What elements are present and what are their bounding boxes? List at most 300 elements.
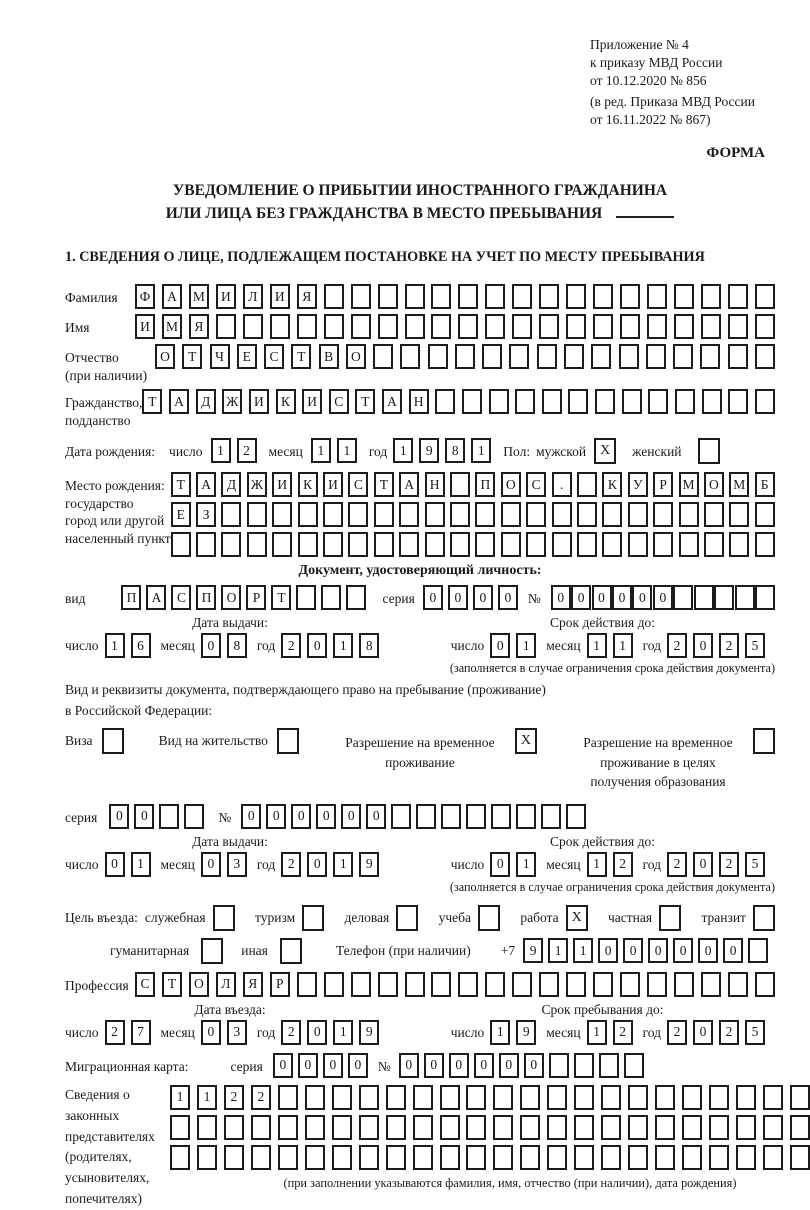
char-cell[interactable]: 2	[667, 852, 687, 877]
char-cell[interactable]	[619, 344, 639, 369]
char-cell[interactable]	[466, 1085, 486, 1110]
char-cell[interactable]	[755, 314, 775, 339]
char-cell[interactable]	[682, 1115, 702, 1140]
char-cell[interactable]: О	[704, 472, 724, 497]
char-cell[interactable]	[455, 344, 475, 369]
char-cell[interactable]	[482, 344, 502, 369]
char-cell[interactable]: 0	[291, 804, 311, 829]
char-cell[interactable]: 0	[612, 585, 632, 610]
char-cell[interactable]	[441, 804, 461, 829]
char-cell[interactable]	[653, 532, 673, 557]
char-cell[interactable]: И	[249, 389, 269, 414]
char-cell[interactable]: 0	[551, 585, 571, 610]
char-cell[interactable]: 3	[227, 1020, 247, 1045]
char-cell[interactable]	[537, 344, 557, 369]
char-cell[interactable]: Ф	[135, 284, 155, 309]
char-cell[interactable]	[701, 284, 721, 309]
char-cell[interactable]	[574, 1115, 594, 1140]
char-cell[interactable]: 3	[227, 852, 247, 877]
char-cell[interactable]	[790, 1145, 810, 1170]
char-cell[interactable]	[351, 972, 371, 997]
char-cell[interactable]: И	[135, 314, 155, 339]
char-cell[interactable]	[512, 284, 532, 309]
char-cell[interactable]	[694, 585, 714, 610]
purpose-other-checkbox[interactable]	[280, 938, 302, 964]
char-cell[interactable]: О	[346, 344, 366, 369]
char-cell[interactable]	[458, 972, 478, 997]
char-cell[interactable]	[763, 1085, 783, 1110]
purpose-study-checkbox[interactable]	[478, 905, 500, 931]
char-cell[interactable]	[755, 502, 775, 527]
char-cell[interactable]: Т	[374, 472, 394, 497]
char-cell[interactable]: 0	[693, 633, 713, 658]
char-cell[interactable]	[628, 1115, 648, 1140]
char-cell[interactable]: К	[276, 389, 296, 414]
char-cell[interactable]	[628, 1145, 648, 1170]
char-cell[interactable]	[602, 532, 622, 557]
char-cell[interactable]	[324, 284, 344, 309]
char-cell[interactable]	[704, 502, 724, 527]
char-cell[interactable]	[351, 314, 371, 339]
char-cell[interactable]	[728, 284, 748, 309]
char-cell[interactable]	[440, 1085, 460, 1110]
char-cell[interactable]	[272, 502, 292, 527]
char-cell[interactable]	[577, 532, 597, 557]
char-cell[interactable]: 0	[571, 585, 591, 610]
char-cell[interactable]: 0	[693, 1020, 713, 1045]
char-cell[interactable]: 0	[474, 1053, 494, 1078]
char-cell[interactable]	[416, 804, 436, 829]
char-cell[interactable]: 1	[197, 1085, 217, 1110]
char-cell[interactable]: 0	[323, 1053, 343, 1078]
char-cell[interactable]	[709, 1145, 729, 1170]
male-checkbox[interactable]: X	[594, 438, 616, 464]
char-cell[interactable]	[679, 502, 699, 527]
char-cell[interactable]: С	[329, 389, 349, 414]
char-cell[interactable]: 9	[516, 1020, 536, 1045]
char-cell[interactable]: 1	[516, 852, 536, 877]
char-cell[interactable]	[593, 284, 613, 309]
char-cell[interactable]	[701, 972, 721, 997]
char-cell[interactable]	[405, 314, 425, 339]
char-cell[interactable]	[566, 804, 586, 829]
char-cell[interactable]: 8	[445, 438, 465, 463]
char-cell[interactable]: 9	[359, 852, 379, 877]
char-cell[interactable]: Ж	[247, 472, 267, 497]
char-cell[interactable]: 1	[333, 1020, 353, 1045]
char-cell[interactable]: 1	[211, 438, 231, 463]
char-cell[interactable]	[493, 1145, 513, 1170]
char-cell[interactable]	[399, 532, 419, 557]
char-cell[interactable]	[435, 389, 455, 414]
char-cell[interactable]	[577, 472, 597, 497]
char-cell[interactable]: Р	[270, 972, 290, 997]
char-cell[interactable]: Т	[142, 389, 162, 414]
char-cell[interactable]	[159, 804, 179, 829]
char-cell[interactable]: 1	[587, 633, 607, 658]
char-cell[interactable]: 0	[490, 852, 510, 877]
char-cell[interactable]	[516, 804, 536, 829]
temp-residence-checkbox[interactable]: X	[515, 728, 537, 754]
char-cell[interactable]	[485, 314, 505, 339]
char-cell[interactable]: 0	[201, 852, 221, 877]
char-cell[interactable]	[431, 284, 451, 309]
char-cell[interactable]: 1	[613, 633, 633, 658]
char-cell[interactable]	[466, 804, 486, 829]
char-cell[interactable]	[755, 972, 775, 997]
char-cell[interactable]: 8	[359, 633, 379, 658]
char-cell[interactable]	[790, 1085, 810, 1110]
char-cell[interactable]: О	[189, 972, 209, 997]
char-cell[interactable]: 1	[333, 633, 353, 658]
char-cell[interactable]	[539, 314, 559, 339]
char-cell[interactable]: 0	[201, 633, 221, 658]
char-cell[interactable]: Н	[409, 389, 429, 414]
char-cell[interactable]	[493, 1115, 513, 1140]
char-cell[interactable]: Р	[653, 472, 673, 497]
char-cell[interactable]	[359, 1085, 379, 1110]
purpose-transit-checkbox[interactable]	[753, 905, 775, 931]
char-cell[interactable]: Л	[216, 972, 236, 997]
char-cell[interactable]: 7	[131, 1020, 151, 1045]
char-cell[interactable]	[574, 1053, 594, 1078]
char-cell[interactable]	[373, 344, 393, 369]
char-cell[interactable]: 0	[698, 938, 718, 963]
char-cell[interactable]	[755, 532, 775, 557]
char-cell[interactable]: 1	[333, 852, 353, 877]
char-cell[interactable]: И	[272, 472, 292, 497]
char-cell[interactable]: Л	[243, 284, 263, 309]
char-cell[interactable]: 0	[273, 1053, 293, 1078]
char-cell[interactable]	[674, 284, 694, 309]
char-cell[interactable]: 0	[592, 585, 612, 610]
char-cell[interactable]: 0	[105, 852, 125, 877]
char-cell[interactable]: 8	[227, 633, 247, 658]
char-cell[interactable]: П	[196, 585, 216, 610]
char-cell[interactable]: Т	[182, 344, 202, 369]
char-cell[interactable]	[542, 389, 562, 414]
char-cell[interactable]	[170, 1115, 190, 1140]
char-cell[interactable]	[568, 389, 588, 414]
char-cell[interactable]	[440, 1145, 460, 1170]
char-cell[interactable]	[595, 389, 615, 414]
char-cell[interactable]	[593, 972, 613, 997]
char-cell[interactable]: 0	[366, 804, 386, 829]
char-cell[interactable]	[628, 502, 648, 527]
char-cell[interactable]: С	[526, 472, 546, 497]
char-cell[interactable]	[378, 972, 398, 997]
char-cell[interactable]	[332, 1085, 352, 1110]
char-cell[interactable]: 1	[311, 438, 331, 463]
char-cell[interactable]: У	[628, 472, 648, 497]
char-cell[interactable]	[413, 1115, 433, 1140]
char-cell[interactable]: Т	[291, 344, 311, 369]
char-cell[interactable]	[278, 1115, 298, 1140]
char-cell[interactable]	[489, 389, 509, 414]
char-cell[interactable]	[541, 804, 561, 829]
char-cell[interactable]	[216, 314, 236, 339]
char-cell[interactable]	[736, 1115, 756, 1140]
char-cell[interactable]: 2	[224, 1085, 244, 1110]
char-cell[interactable]: 1	[393, 438, 413, 463]
char-cell[interactable]	[351, 284, 371, 309]
char-cell[interactable]	[475, 502, 495, 527]
blank-underline[interactable]	[616, 204, 674, 218]
char-cell[interactable]	[321, 585, 341, 610]
char-cell[interactable]	[520, 1145, 540, 1170]
char-cell[interactable]: М	[189, 284, 209, 309]
char-cell[interactable]	[790, 1115, 810, 1140]
char-cell[interactable]	[709, 1085, 729, 1110]
char-cell[interactable]	[386, 1115, 406, 1140]
char-cell[interactable]	[682, 1085, 702, 1110]
char-cell[interactable]: 1	[587, 1020, 607, 1045]
char-cell[interactable]	[512, 314, 532, 339]
char-cell[interactable]: 0	[348, 1053, 368, 1078]
char-cell[interactable]: 1	[471, 438, 491, 463]
char-cell[interactable]: 0	[298, 1053, 318, 1078]
char-cell[interactable]	[714, 585, 734, 610]
char-cell[interactable]	[374, 502, 394, 527]
char-cell[interactable]: 0	[307, 852, 327, 877]
char-cell[interactable]: Р	[246, 585, 266, 610]
char-cell[interactable]	[655, 1115, 675, 1140]
char-cell[interactable]	[405, 284, 425, 309]
char-cell[interactable]	[196, 532, 216, 557]
char-cell[interactable]	[251, 1145, 271, 1170]
char-cell[interactable]	[332, 1145, 352, 1170]
char-cell[interactable]: 1	[548, 938, 568, 963]
char-cell[interactable]	[221, 502, 241, 527]
char-cell[interactable]	[729, 502, 749, 527]
char-cell[interactable]	[566, 284, 586, 309]
char-cell[interactable]	[735, 585, 755, 610]
char-cell[interactable]: И	[216, 284, 236, 309]
char-cell[interactable]: А	[399, 472, 419, 497]
female-checkbox[interactable]	[698, 438, 720, 464]
char-cell[interactable]	[184, 804, 204, 829]
char-cell[interactable]	[305, 1145, 325, 1170]
char-cell[interactable]: Д	[221, 472, 241, 497]
char-cell[interactable]	[622, 389, 642, 414]
char-cell[interactable]	[485, 284, 505, 309]
char-cell[interactable]	[298, 502, 318, 527]
char-cell[interactable]	[728, 972, 748, 997]
char-cell[interactable]: 0	[693, 852, 713, 877]
char-cell[interactable]	[648, 389, 668, 414]
char-cell[interactable]	[332, 1115, 352, 1140]
char-cell[interactable]	[391, 804, 411, 829]
char-cell[interactable]	[763, 1145, 783, 1170]
char-cell[interactable]	[298, 532, 318, 557]
char-cell[interactable]	[539, 972, 559, 997]
char-cell[interactable]	[520, 1085, 540, 1110]
char-cell[interactable]	[673, 585, 693, 610]
char-cell[interactable]: 0	[109, 804, 129, 829]
char-cell[interactable]	[462, 389, 482, 414]
char-cell[interactable]	[297, 972, 317, 997]
char-cell[interactable]	[674, 972, 694, 997]
char-cell[interactable]: А	[382, 389, 402, 414]
char-cell[interactable]	[655, 1145, 675, 1170]
char-cell[interactable]: 9	[359, 1020, 379, 1045]
char-cell[interactable]: Е	[237, 344, 257, 369]
char-cell[interactable]: 2	[281, 633, 301, 658]
char-cell[interactable]: 2	[613, 1020, 633, 1045]
char-cell[interactable]	[755, 284, 775, 309]
char-cell[interactable]: 0	[632, 585, 652, 610]
char-cell[interactable]: 0	[341, 804, 361, 829]
char-cell[interactable]	[224, 1145, 244, 1170]
char-cell[interactable]	[305, 1115, 325, 1140]
char-cell[interactable]: 0	[399, 1053, 419, 1078]
char-cell[interactable]	[399, 502, 419, 527]
char-cell[interactable]: 0	[499, 1053, 519, 1078]
char-cell[interactable]	[247, 532, 267, 557]
char-cell[interactable]	[574, 1085, 594, 1110]
char-cell[interactable]: И	[270, 284, 290, 309]
char-cell[interactable]	[270, 314, 290, 339]
char-cell[interactable]	[552, 502, 572, 527]
char-cell[interactable]: 0	[307, 1020, 327, 1045]
char-cell[interactable]	[413, 1145, 433, 1170]
char-cell[interactable]	[485, 972, 505, 997]
char-cell[interactable]: 1	[131, 852, 151, 877]
char-cell[interactable]	[647, 284, 667, 309]
visa-checkbox[interactable]	[102, 728, 124, 754]
char-cell[interactable]	[450, 502, 470, 527]
char-cell[interactable]	[440, 1115, 460, 1140]
char-cell[interactable]	[628, 532, 648, 557]
char-cell[interactable]	[247, 502, 267, 527]
char-cell[interactable]	[566, 314, 586, 339]
char-cell[interactable]: 0	[448, 585, 468, 610]
char-cell[interactable]	[755, 585, 775, 610]
char-cell[interactable]	[305, 1085, 325, 1110]
char-cell[interactable]	[593, 314, 613, 339]
char-cell[interactable]: .	[552, 472, 572, 497]
char-cell[interactable]	[736, 1085, 756, 1110]
char-cell[interactable]	[501, 532, 521, 557]
char-cell[interactable]: Н	[425, 472, 445, 497]
char-cell[interactable]	[601, 1115, 621, 1140]
char-cell[interactable]: Я	[297, 284, 317, 309]
char-cell[interactable]: 2	[719, 852, 739, 877]
char-cell[interactable]: С	[135, 972, 155, 997]
char-cell[interactable]: О	[155, 344, 175, 369]
char-cell[interactable]: О	[501, 472, 521, 497]
char-cell[interactable]: 0	[490, 633, 510, 658]
char-cell[interactable]	[386, 1145, 406, 1170]
char-cell[interactable]: 0	[473, 585, 493, 610]
char-cell[interactable]	[620, 284, 640, 309]
char-cell[interactable]	[729, 532, 749, 557]
char-cell[interactable]	[466, 1115, 486, 1140]
char-cell[interactable]: 0	[449, 1053, 469, 1078]
char-cell[interactable]	[748, 938, 768, 963]
char-cell[interactable]	[431, 972, 451, 997]
char-cell[interactable]	[549, 1053, 569, 1078]
char-cell[interactable]	[458, 314, 478, 339]
char-cell[interactable]	[526, 532, 546, 557]
char-cell[interactable]: Т	[271, 585, 291, 610]
char-cell[interactable]: 0	[266, 804, 286, 829]
char-cell[interactable]	[243, 314, 263, 339]
char-cell[interactable]	[197, 1145, 217, 1170]
char-cell[interactable]	[170, 1145, 190, 1170]
char-cell[interactable]	[755, 389, 775, 414]
char-cell[interactable]	[512, 972, 532, 997]
char-cell[interactable]: 0	[498, 585, 518, 610]
char-cell[interactable]: К	[602, 472, 622, 497]
char-cell[interactable]	[374, 532, 394, 557]
char-cell[interactable]	[272, 532, 292, 557]
char-cell[interactable]: 2	[281, 1020, 301, 1045]
char-cell[interactable]: С	[171, 585, 191, 610]
char-cell[interactable]	[728, 314, 748, 339]
char-cell[interactable]: К	[298, 472, 318, 497]
char-cell[interactable]: 1	[170, 1085, 190, 1110]
char-cell[interactable]	[566, 972, 586, 997]
char-cell[interactable]: Ч	[210, 344, 230, 369]
char-cell[interactable]: Д	[196, 389, 216, 414]
char-cell[interactable]	[679, 532, 699, 557]
char-cell[interactable]: Ж	[222, 389, 242, 414]
char-cell[interactable]	[501, 502, 521, 527]
char-cell[interactable]	[564, 344, 584, 369]
char-cell[interactable]	[324, 314, 344, 339]
char-cell[interactable]	[491, 804, 511, 829]
char-cell[interactable]: 0	[623, 938, 643, 963]
char-cell[interactable]	[701, 314, 721, 339]
char-cell[interactable]	[466, 1145, 486, 1170]
char-cell[interactable]	[278, 1085, 298, 1110]
char-cell[interactable]	[547, 1085, 567, 1110]
char-cell[interactable]	[736, 1145, 756, 1170]
char-cell[interactable]: 0	[598, 938, 618, 963]
char-cell[interactable]	[413, 1085, 433, 1110]
char-cell[interactable]: 0	[307, 633, 327, 658]
char-cell[interactable]	[400, 344, 420, 369]
char-cell[interactable]	[628, 1085, 648, 1110]
char-cell[interactable]	[431, 314, 451, 339]
char-cell[interactable]	[324, 972, 344, 997]
char-cell[interactable]	[620, 972, 640, 997]
purpose-business-checkbox[interactable]	[396, 905, 418, 931]
char-cell[interactable]	[475, 532, 495, 557]
char-cell[interactable]	[601, 1085, 621, 1110]
char-cell[interactable]	[646, 344, 666, 369]
residence-permit-checkbox[interactable]	[277, 728, 299, 754]
char-cell[interactable]	[755, 344, 775, 369]
char-cell[interactable]: 6	[131, 633, 151, 658]
char-cell[interactable]: 0	[653, 585, 673, 610]
char-cell[interactable]	[323, 502, 343, 527]
char-cell[interactable]	[425, 532, 445, 557]
char-cell[interactable]	[647, 314, 667, 339]
char-cell[interactable]: 5	[745, 1020, 765, 1045]
char-cell[interactable]	[728, 344, 748, 369]
char-cell[interactable]: 0	[723, 938, 743, 963]
char-cell[interactable]: 5	[745, 633, 765, 658]
char-cell[interactable]	[197, 1115, 217, 1140]
purpose-work-checkbox[interactable]: X	[566, 905, 588, 931]
char-cell[interactable]	[458, 284, 478, 309]
char-cell[interactable]	[509, 344, 529, 369]
char-cell[interactable]	[450, 472, 470, 497]
char-cell[interactable]: 9	[523, 938, 543, 963]
char-cell[interactable]	[428, 344, 448, 369]
